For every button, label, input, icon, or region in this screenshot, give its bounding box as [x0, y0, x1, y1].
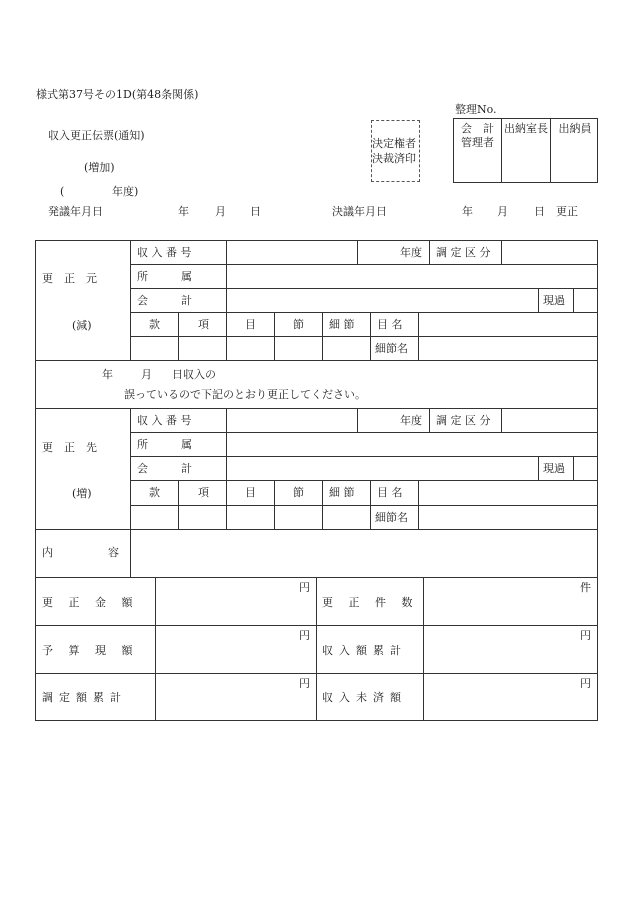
source-kan-label: 款 [149, 318, 160, 331]
middle-receipt-date-text: 日収入の [172, 368, 216, 381]
issue-date-day: 日 [250, 205, 261, 218]
dest-mokumei-label: 目 名 [377, 486, 403, 499]
source-accounting-label: 会 計 [137, 294, 192, 307]
budget-current-unit: 円 [299, 629, 310, 642]
source-sub: (減) [72, 319, 92, 332]
decision-date-year: 年 [462, 205, 473, 218]
unpaid-unit: 円 [580, 677, 591, 690]
source-affiliation-label: 所 属 [137, 270, 192, 283]
source-kou-label: 項 [198, 318, 209, 331]
dest-saisetsumei-label: 細節名 [375, 511, 408, 524]
receipt-total-unit: 円 [580, 629, 591, 642]
dest-nendo-label: 年度 [400, 414, 422, 427]
source-adjustment-class-label: 調 定 区 分 [436, 246, 491, 259]
dest-accounting-label: 会 計 [137, 462, 192, 475]
source-setsu-label: 節 [293, 318, 304, 331]
decision-date-month: 月 [497, 205, 508, 218]
dest-current-past-label: 現過 [543, 462, 565, 475]
middle-instruction-text: 誤っているので下記のとおり更正してください。 [124, 388, 366, 401]
unpaid-label: 収入未済額 [322, 691, 407, 704]
dest-affiliation-label: 所 属 [137, 438, 192, 451]
fiscal-year-open: ( [60, 185, 65, 198]
correction-count-label: 更 正 件 数 [322, 596, 419, 609]
assessed-total-label: 調定額累計 [42, 691, 127, 704]
source-saisetsumei-label: 細節名 [375, 342, 408, 355]
dest-moku-label: 目 [245, 486, 256, 499]
reference-number-label: 整理No. [455, 103, 497, 116]
form-subtitle: (増加) [84, 161, 115, 174]
dest-setsu-label: 節 [293, 486, 304, 499]
dest-kou-label: 項 [198, 486, 209, 499]
issue-date-month: 月 [215, 205, 226, 218]
source-saisetsu-label: 細 節 [329, 318, 355, 331]
approval-cashier-chief: 出納室長 [501, 119, 550, 182]
issue-date-label: 発議年月日 [48, 205, 103, 218]
correction-count-unit: 件 [580, 581, 591, 594]
middle-year: 年 [102, 368, 113, 381]
contents-label: 内 容 [42, 546, 119, 559]
stamp-line2: 決裁済印 [372, 152, 416, 165]
source-mokumei-label: 目 名 [377, 318, 403, 331]
dest-kan-label: 款 [149, 486, 160, 499]
source-nendo-label: 年度 [400, 246, 422, 259]
issue-date-year: 年 [178, 205, 189, 218]
correction-label: 更正 [556, 205, 578, 218]
dest-saisetsu-label: 細 節 [329, 486, 355, 499]
source-current-past-label: 現過 [543, 294, 565, 307]
fiscal-year-label: 年度) [112, 185, 139, 198]
source-receipt-no-label: 収 入 番 号 [137, 246, 192, 259]
dest-adjustment-class-label: 調 定 区 分 [436, 414, 491, 427]
source-label: 更 正 元 [42, 272, 97, 285]
dest-label: 更 正 先 [42, 441, 97, 454]
decision-date-day: 日 [534, 205, 545, 218]
style-number: 様式第37号その1D(第48条関係) [36, 88, 199, 101]
dest-sub: (増) [72, 487, 92, 500]
form-title: 収入更正伝票(通知) [48, 129, 145, 142]
budget-current-label: 予 算 現 額 [42, 644, 139, 657]
approval-accountant-line1: 会 計 [461, 122, 494, 135]
source-moku-label: 目 [245, 318, 256, 331]
assessed-total-unit: 円 [299, 677, 310, 690]
stamp-line1: 決定権者 [372, 137, 416, 150]
middle-month: 月 [141, 368, 152, 381]
approval-accountant-line2: 管理者 [461, 136, 494, 149]
correction-amount-label: 更 正 金 額 [42, 596, 139, 609]
receipt-total-label: 収入額累計 [322, 644, 407, 657]
dest-receipt-no-label: 収 入 番 号 [137, 414, 192, 427]
decision-date-label: 決議年月日 [332, 205, 387, 218]
correction-amount-unit: 円 [299, 581, 310, 594]
approval-cashier: 出納員 [550, 119, 599, 182]
